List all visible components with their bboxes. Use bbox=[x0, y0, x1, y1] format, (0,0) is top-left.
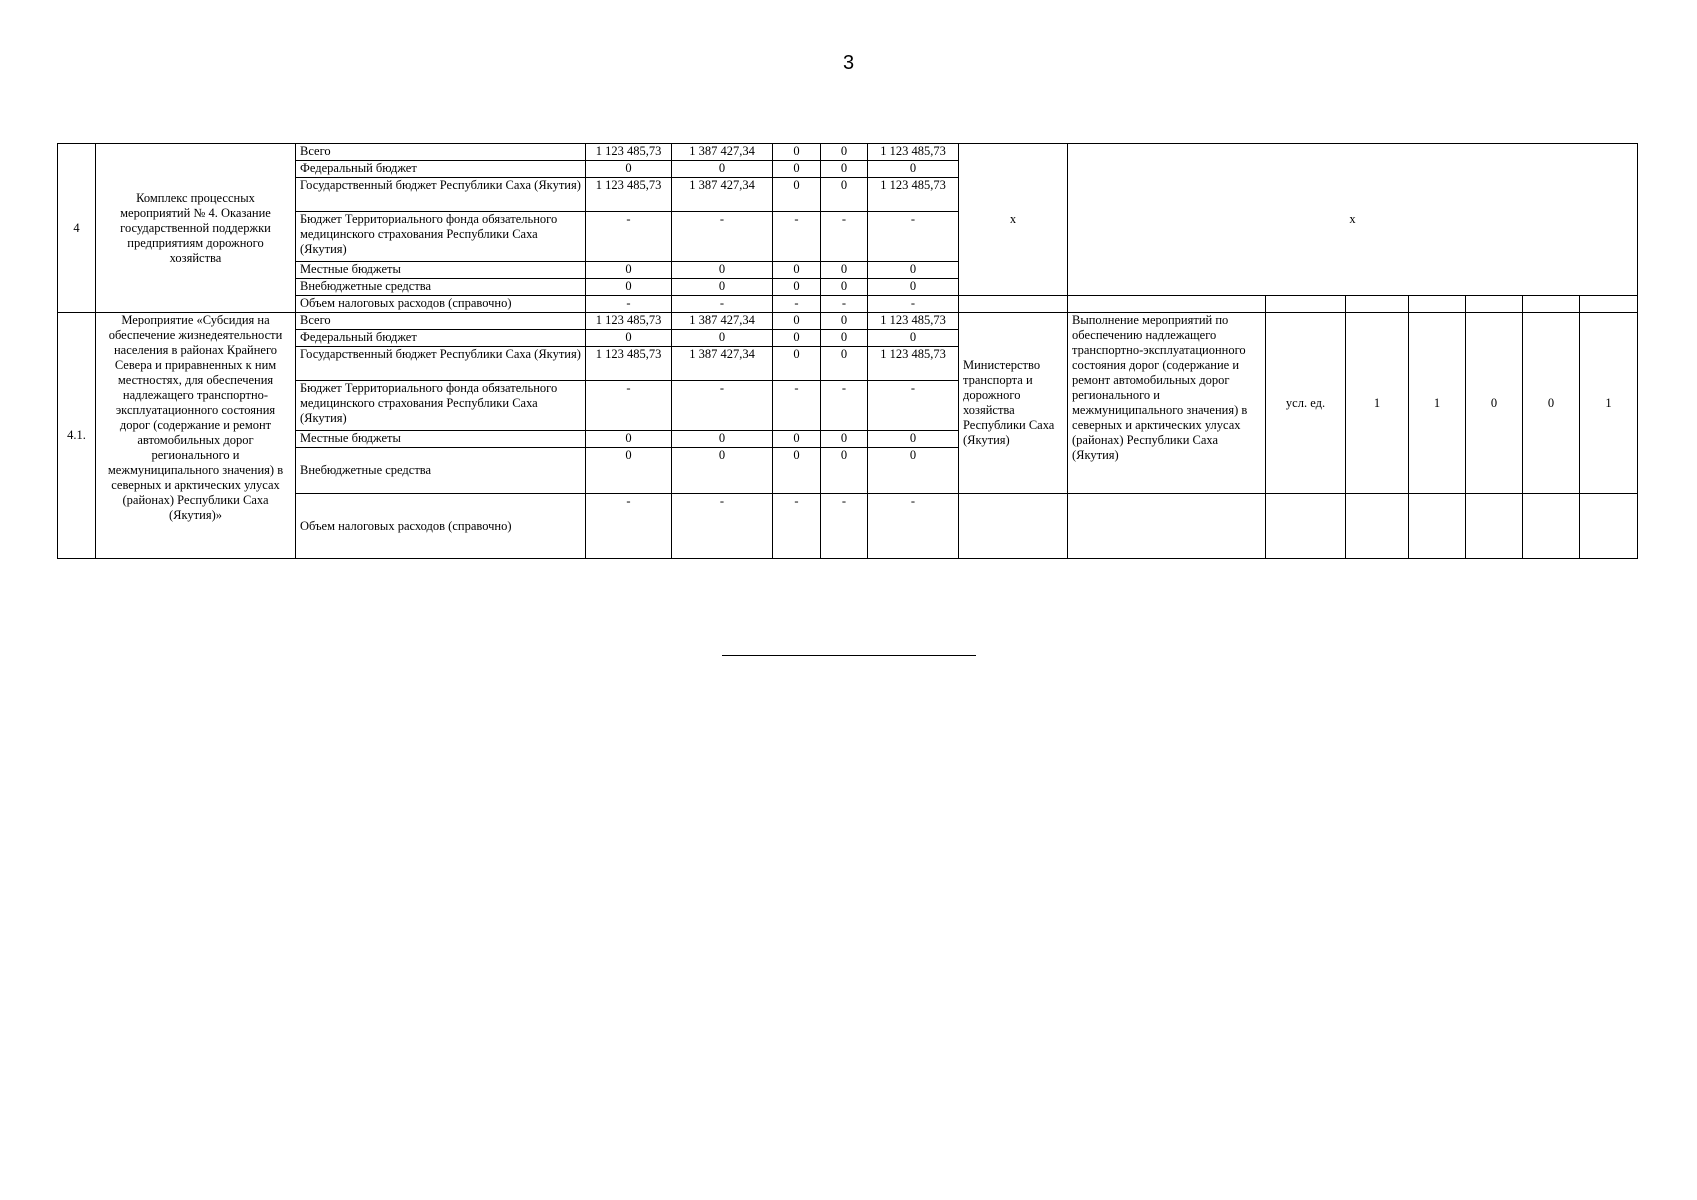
funding-source: Всего bbox=[296, 313, 586, 330]
indicator-cell: 1 bbox=[1346, 313, 1409, 494]
value-cell: 1 123 485,73 bbox=[868, 178, 959, 212]
empty-cell bbox=[1409, 494, 1466, 559]
value-cell: 0 bbox=[821, 144, 868, 161]
empty-cell bbox=[959, 494, 1068, 559]
value-cell: 0 bbox=[672, 330, 773, 347]
value-cell: 0 bbox=[868, 330, 959, 347]
value-cell: 0 bbox=[868, 279, 959, 296]
funding-source: Местные бюджеты bbox=[296, 262, 586, 279]
value-cell: 0 bbox=[868, 262, 959, 279]
funding-source: Бюджет Территориального фонда обязательного медицинского страхования Республики Саха (Якутия) bbox=[296, 381, 586, 431]
value-cell: 0 bbox=[773, 144, 821, 161]
value-cell: - bbox=[773, 381, 821, 431]
funding-source: Внебюджетные средства bbox=[296, 448, 586, 494]
value-cell: - bbox=[821, 296, 868, 313]
executor-cell: Министерство транспорта и дорожного хозяйства Республики Саха (Якутия) bbox=[959, 313, 1068, 494]
empty-cell bbox=[1409, 296, 1466, 313]
funding-source: Местные бюджеты bbox=[296, 431, 586, 448]
value-cell: 0 bbox=[586, 448, 672, 494]
value-cell: 0 bbox=[821, 279, 868, 296]
value-cell: 1 387 427,34 bbox=[672, 178, 773, 212]
value-cell: 0 bbox=[821, 431, 868, 448]
funding-source: Всего bbox=[296, 144, 586, 161]
value-cell: 0 bbox=[821, 330, 868, 347]
value-cell: 1 123 485,73 bbox=[868, 144, 959, 161]
value-cell: 1 123 485,73 bbox=[586, 144, 672, 161]
value-cell: 0 bbox=[672, 161, 773, 178]
value-cell: 1 123 485,73 bbox=[586, 347, 672, 381]
value-cell: - bbox=[586, 494, 672, 559]
value-cell: 1 123 485,73 bbox=[868, 313, 959, 330]
value-cell: 0 bbox=[773, 448, 821, 494]
value-cell: 0 bbox=[773, 347, 821, 381]
funding-source: Государственный бюджет Республики Саха (Якутия) bbox=[296, 178, 586, 212]
value-cell: 0 bbox=[868, 448, 959, 494]
value-cell: - bbox=[868, 494, 959, 559]
empty-cell bbox=[1523, 494, 1580, 559]
value-cell: 0 bbox=[672, 262, 773, 279]
section-number: 4.1. bbox=[58, 313, 96, 559]
value-cell: - bbox=[672, 494, 773, 559]
value-cell: - bbox=[821, 381, 868, 431]
empty-cell bbox=[1068, 494, 1266, 559]
value-cell: - bbox=[586, 212, 672, 262]
empty-cell bbox=[959, 296, 1068, 313]
empty-cell bbox=[1523, 296, 1580, 313]
funding-source: Федеральный бюджет bbox=[296, 161, 586, 178]
value-cell: - bbox=[773, 296, 821, 313]
value-cell: 0 bbox=[586, 330, 672, 347]
section-title: Комплекс процессных мероприятий № 4. Оказание государственной поддержки предприятиям дорожного хозяйства bbox=[96, 144, 296, 313]
table-row bbox=[58, 313, 1638, 330]
empty-cell bbox=[1068, 296, 1266, 313]
value-cell: 0 bbox=[586, 431, 672, 448]
value-cell: 0 bbox=[821, 313, 868, 330]
footer-divider bbox=[722, 655, 976, 656]
value-cell: 0 bbox=[773, 330, 821, 347]
funding-source: Государственный бюджет Республики Саха (Якутия) bbox=[296, 347, 586, 381]
result-cell: x bbox=[1068, 144, 1638, 296]
unit-cell: усл. ед. bbox=[1266, 313, 1346, 494]
value-cell: 0 bbox=[586, 262, 672, 279]
empty-cell bbox=[1580, 494, 1638, 559]
executor-cell: x bbox=[959, 144, 1068, 296]
value-cell: - bbox=[868, 212, 959, 262]
section-title: Мероприятие «Субсидия на обеспечение жизнедеятельности населения в районах Крайнего Севера и приравненных к ним местностях, для обеспечения надлежащего транспортно-эксплуатационного состояния дорог (содержание и ремонт автомобильных дорог регионального и межмуниципального значения) в северных и арктических улусах (районах) Республики Саха (Якутия)» bbox=[96, 313, 296, 559]
value-cell: 0 bbox=[672, 279, 773, 296]
value-cell: - bbox=[672, 381, 773, 431]
value-cell: - bbox=[586, 296, 672, 313]
value-cell: 0 bbox=[821, 178, 868, 212]
value-cell: 0 bbox=[672, 431, 773, 448]
funding-source: Федеральный бюджет bbox=[296, 330, 586, 347]
table-row bbox=[58, 144, 1638, 161]
value-cell: 0 bbox=[586, 161, 672, 178]
indicator-cell: 0 bbox=[1523, 313, 1580, 494]
empty-cell bbox=[1466, 296, 1523, 313]
empty-cell bbox=[1580, 296, 1638, 313]
funding-source: Объем налоговых расходов (справочно) bbox=[296, 296, 586, 313]
value-cell: - bbox=[821, 212, 868, 262]
value-cell: 1 387 427,34 bbox=[672, 347, 773, 381]
empty-cell bbox=[1466, 494, 1523, 559]
value-cell: 0 bbox=[773, 178, 821, 212]
value-cell: 0 bbox=[773, 279, 821, 296]
value-cell: 0 bbox=[821, 448, 868, 494]
funding-source: Объем налоговых расходов (справочно) bbox=[296, 494, 586, 559]
value-cell: 0 bbox=[773, 313, 821, 330]
funding-source: Бюджет Территориального фонда обязательного медицинского страхования Республики Саха (Якутия) bbox=[296, 212, 586, 262]
empty-cell bbox=[1266, 296, 1346, 313]
value-cell: - bbox=[821, 494, 868, 559]
value-cell: 1 123 485,73 bbox=[586, 178, 672, 212]
value-cell: - bbox=[586, 381, 672, 431]
value-cell: 0 bbox=[821, 347, 868, 381]
value-cell: - bbox=[773, 494, 821, 559]
value-cell: 1 123 485,73 bbox=[868, 347, 959, 381]
value-cell: 1 387 427,34 bbox=[672, 313, 773, 330]
value-cell: 0 bbox=[773, 262, 821, 279]
value-cell: 0 bbox=[868, 161, 959, 178]
page-number: 3 bbox=[842, 52, 855, 74]
value-cell: - bbox=[773, 212, 821, 262]
value-cell: 0 bbox=[821, 161, 868, 178]
indicator-cell: 0 bbox=[1466, 313, 1523, 494]
funding-source: Внебюджетные средства bbox=[296, 279, 586, 296]
value-cell: 0 bbox=[672, 448, 773, 494]
value-cell: 1 387 427,34 bbox=[672, 144, 773, 161]
result-cell: Выполнение мероприятий по обеспечению надлежащего транспортно-эксплуатационного состояния дорог (содержание и ремонт автомобильных дорог регионального и межмуниципального значения) в северных и арктических улусах (районах) Республики Саха (Якутия) bbox=[1068, 313, 1266, 494]
section-number: 4 bbox=[58, 144, 96, 313]
value-cell: 0 bbox=[821, 262, 868, 279]
value-cell: 0 bbox=[586, 279, 672, 296]
value-cell: - bbox=[672, 212, 773, 262]
value-cell: 0 bbox=[773, 431, 821, 448]
value-cell: - bbox=[672, 296, 773, 313]
value-cell: - bbox=[868, 381, 959, 431]
value-cell: 0 bbox=[868, 431, 959, 448]
value-cell: 0 bbox=[773, 161, 821, 178]
value-cell: 1 123 485,73 bbox=[586, 313, 672, 330]
empty-cell bbox=[1346, 494, 1409, 559]
indicator-cell: 1 bbox=[1580, 313, 1638, 494]
indicator-cell: 1 bbox=[1409, 313, 1466, 494]
empty-cell bbox=[1346, 296, 1409, 313]
value-cell: - bbox=[868, 296, 959, 313]
program-table bbox=[57, 143, 1638, 559]
empty-cell bbox=[1266, 494, 1346, 559]
